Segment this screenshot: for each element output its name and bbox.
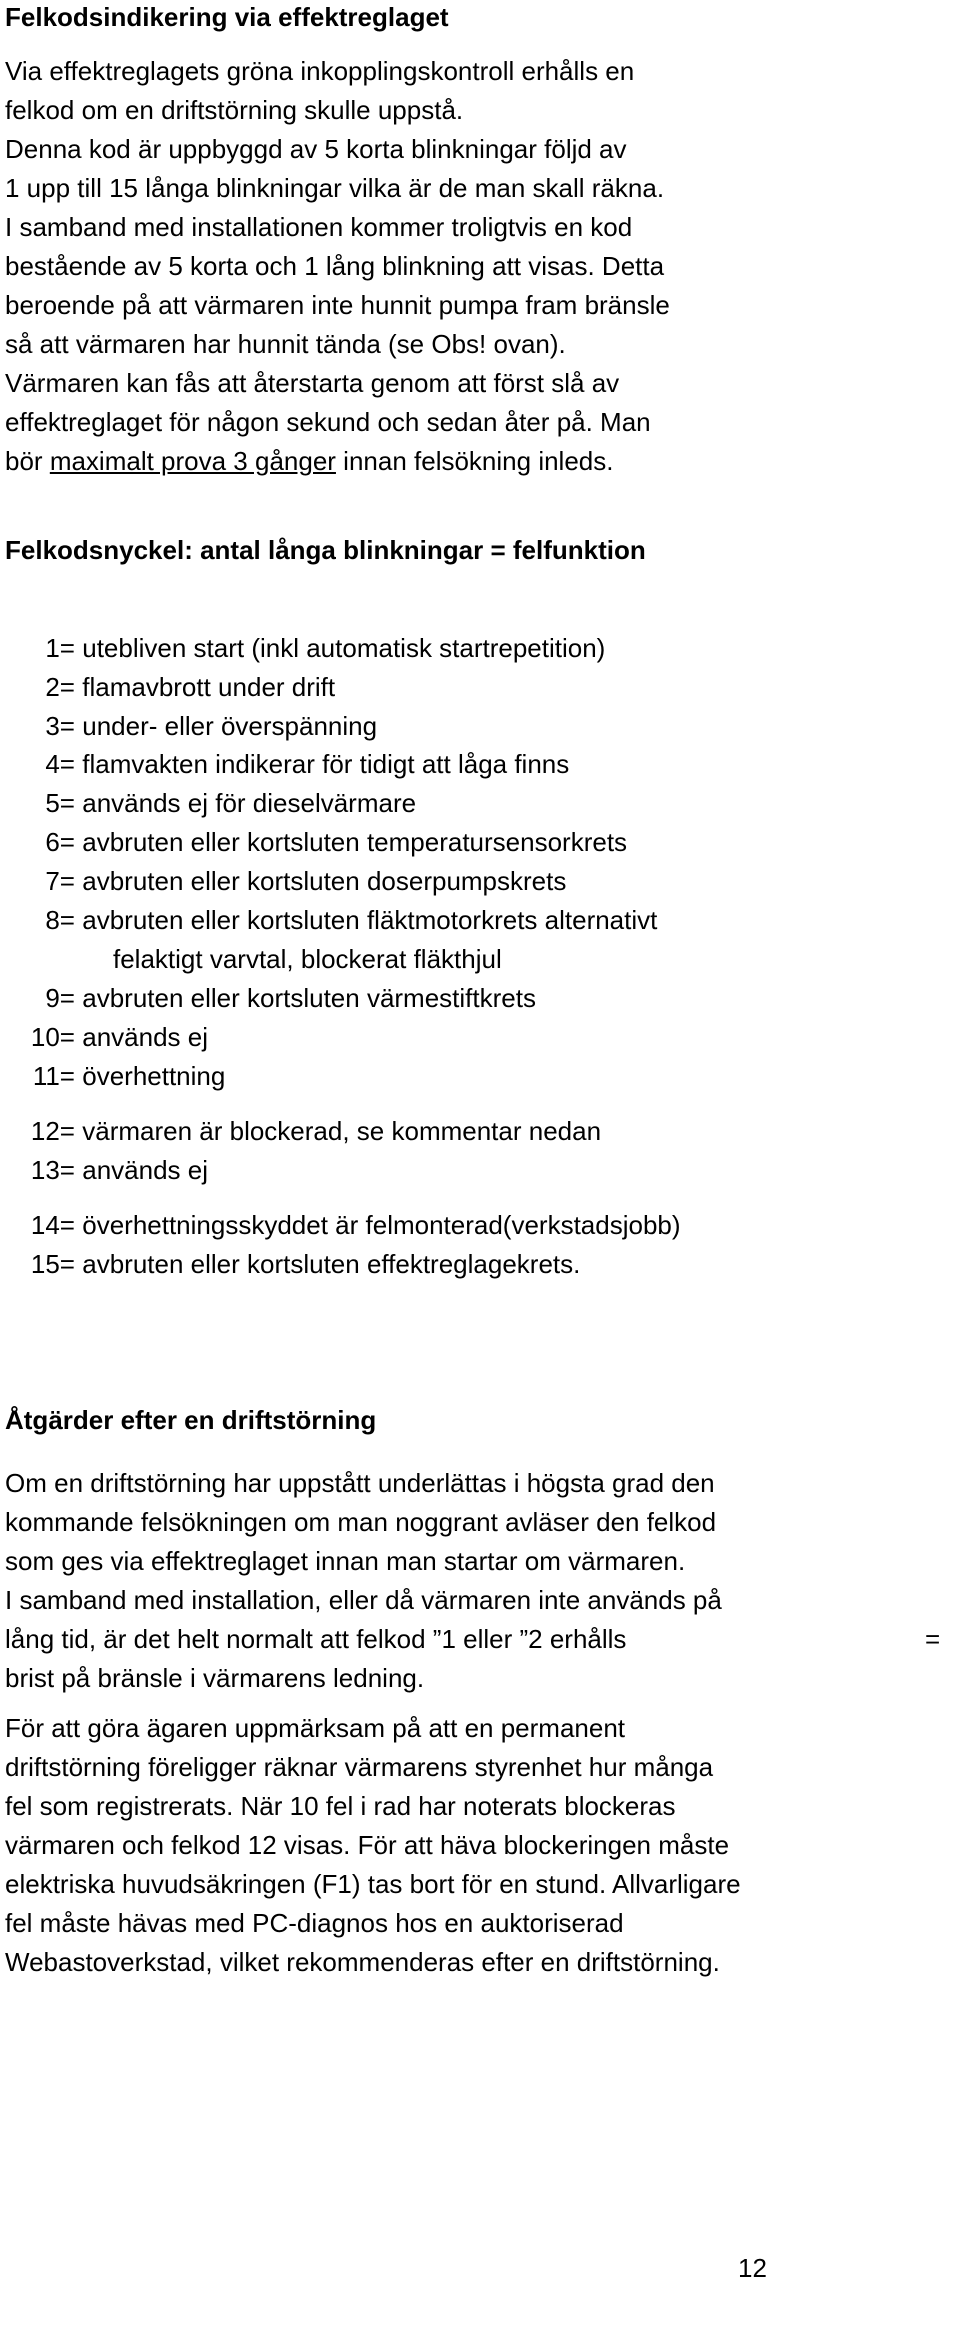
text-line: I samband med installationen kommer troligtvis en kod [5, 212, 633, 242]
section-heading-atgarder: Åtgärder efter en driftstörning [5, 1405, 377, 1435]
text-line: brist på bränsle i värmarens ledning. [5, 1663, 425, 1693]
actions-paragraph-2 [5, 1709, 741, 1982]
error-code-item [0, 1210, 681, 1240]
text-line: Denna kod är uppbyggd av 5 korta blinkningar följd av [5, 134, 627, 164]
text-line: fel som registrerats. När 10 fel i rad har noterats blockeras [5, 1791, 676, 1821]
error-code-number: 11= [32, 1061, 75, 1091]
text-line: felkod om en driftstörning skulle uppstå. [5, 95, 464, 125]
error-code-description: värmaren är blockerad, se kommentar nedan [82, 1116, 602, 1146]
error-code-number: 6= [45, 827, 75, 857]
error-code-item [0, 1022, 208, 1052]
text-line: beroende på att värmaren inte hunnit pumpa fram bränsle [5, 290, 670, 320]
error-code-number: 14= [30, 1210, 75, 1240]
error-code-description: avbruten eller kortsluten värmestiftkrets [82, 983, 536, 1013]
error-code-number: 10= [30, 1022, 75, 1052]
text-line: effektreglaget för någon sekund och sedan åter på. Man [5, 407, 651, 437]
error-code-number: 9= [45, 983, 75, 1013]
text-line: Webastoverkstad, vilket rekommenderas efter en driftstörning. [5, 1947, 720, 1977]
error-code-item [0, 788, 416, 818]
error-code-number: 12= [30, 1116, 75, 1146]
text-line: så att värmaren har hunnit tända (se Obs! ovan). [5, 329, 566, 359]
text-line: Värmaren kan fås att återstarta genom att först slå av [5, 368, 620, 398]
error-code-number: 5= [45, 788, 75, 818]
text-line: värmaren och felkod 12 visas. För att häva blockeringen måste [5, 1830, 730, 1860]
text-line: Via effektreglagets gröna inkopplingskontroll erhålls en [5, 56, 635, 86]
error-code-description: utebliven start (inkl automatisk startrepetition) [82, 633, 606, 663]
text-line: För att göra ägaren uppmärksam på att en permanent [5, 1713, 626, 1743]
error-code-description: används ej [82, 1022, 208, 1052]
error-code-description: överhettning [82, 1061, 226, 1091]
error-code-description: under- eller överspänning [82, 711, 378, 741]
section-heading-felkodsnyckel: Felkodsnyckel: antal långa blinkningar = felfunktion [5, 535, 646, 565]
error-code-item [0, 983, 536, 1013]
error-code-description: flamavbrott under drift [82, 672, 336, 702]
error-code-item [0, 633, 605, 663]
page-number: 12 [738, 2253, 767, 2283]
intro-paragraph [5, 52, 670, 481]
text-line: bestående av 5 korta och 1 lång blinkning att visas. Detta [5, 251, 665, 281]
error-code-number: 8= [45, 905, 75, 935]
text-line: elektriska huvudsäkringen (F1) tas bort för en stund. Allvarligare [5, 1869, 741, 1899]
error-code-item [0, 1249, 580, 1279]
error-code-number: 7= [45, 866, 75, 896]
error-code-description: överhettningsskyddet är felmonterad(verkstadsjobb) [82, 1210, 681, 1240]
error-code-item [0, 749, 569, 779]
text-fragment: bör [5, 446, 50, 476]
error-code-number: 3= [45, 711, 75, 741]
error-code-item [0, 1116, 601, 1146]
text-line: I samband med installation, eller då värmaren inte används på [5, 1585, 722, 1615]
error-code-description: avbruten eller kortsluten temperatursensorkrets [82, 827, 628, 857]
error-code-item [0, 866, 566, 896]
text-line [5, 442, 670, 481]
error-code-description-continued: felaktigt varvtal, blockerat fläkthjul [113, 944, 502, 974]
error-code-description: flamvakten indikerar för tidigt att låga finns [82, 749, 570, 779]
text-line: driftstörning föreligger räknar värmarens styrenhet hur många [5, 1752, 714, 1782]
text-line: kommande felsökningen om man noggrant avläser den felkod [5, 1507, 717, 1537]
equals-sign: = [925, 1624, 941, 1654]
actions-paragraph-1 [5, 1464, 722, 1698]
text-line: 1 upp till 15 långa blinkningar vilka är de man skall räkna. [5, 173, 665, 203]
error-code-number: 15= [30, 1249, 75, 1279]
text-line: fel måste hävas med PC-diagnos hos en auktoriserad [5, 1908, 624, 1938]
text-fragment: innan felsökning inleds. [335, 446, 614, 476]
error-code-item [0, 905, 657, 935]
error-code-number: 13= [30, 1155, 75, 1185]
error-code-item [0, 711, 377, 741]
error-code-item [0, 672, 335, 702]
section-heading-felkodsindikering: Felkodsindikering via effektreglaget [5, 2, 449, 32]
error-code-description: avbruten eller kortsluten fläktmotorkrets alternativt [82, 905, 658, 935]
error-code-description: avbruten eller kortsluten doserpumpskrets [82, 866, 567, 896]
error-code-item [0, 1061, 225, 1091]
error-code-item [0, 1155, 208, 1185]
error-code-number: 4= [45, 749, 75, 779]
error-code-description: används ej för dieselvärmare [82, 788, 417, 818]
error-code-item [0, 827, 627, 857]
error-code-number: 2= [45, 672, 75, 702]
text-line: lång tid, är det helt normalt att felkod ”1 eller ”2 erhålls [5, 1624, 627, 1654]
error-code-description: avbruten eller kortsluten effektreglagekrets. [82, 1249, 581, 1279]
error-code-description: används ej [82, 1155, 208, 1185]
text-line: som ges via effektreglaget innan man startar om värmaren. [5, 1546, 686, 1576]
text-line: Om en driftstörning har uppstått underlättas i högsta grad den [5, 1468, 715, 1498]
error-code-number: 1= [45, 633, 75, 663]
underlined-emphasis: maximalt prova 3 gånger [49, 446, 336, 476]
